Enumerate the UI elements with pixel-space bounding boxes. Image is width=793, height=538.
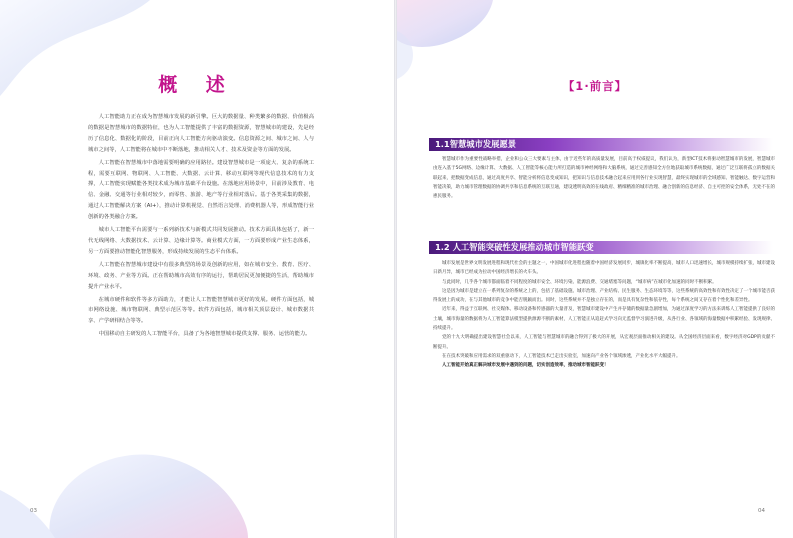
section-body-ai-breakthrough	[433, 259, 775, 371]
section-paragraph: 在在技术突破和应用需求的双重驱动下，人工智能技术已走出实验室，加速向产业各个领域渗透，产业化水平大幅提升。	[442, 353, 681, 359]
left-page	[0, 0, 394, 538]
section-paragraph: 这是因为城市是建立在一系列复杂的系统之上的，包括了基础设施、城市治理、产业结构、民生服务、生态环境等等，这些系统的高效性和有效性决定了一个城市能否获得发展上的成功，在与其他城市的竞争中能否脱颖而出。同时，这些系统并不是独立存在的，而是具有复杂性和依存性，每个系统之间又存在着个性化和差异性。	[433, 288, 775, 304]
section-paragraph: 城市发展是世界文明发展进程和现代社会的主题之一，中国城市化进程也随着中国经济发展同步，城镇化率不断提高，城市人口迅速增长，城市规模持续扩张，城市建设日新月异，城市已经成为拉动中国经济增长的火车头。	[433, 261, 775, 276]
overview-paragraph: 在城市硬件和软件等多方面助力，才能让人工智能智慧城市更好的发展。硬件方面包括，城市网络设施、城市物联网、典型示范区等等。软件方面包括，城市相关顶层设计、城市数据共享、产学研相结合等等。	[88, 296, 314, 325]
overview-paragraph: 人工智能在智慧城市建设中有很多典型的场景及创新的应用，如在城市安全、教育、医疗、环境、政务、产业等方面。正在帮助城市高效有序的运行，帮助居民更加便捷的生活，帮助城市提升产业水平。	[88, 261, 314, 290]
section-heading-ai-breakthrough	[429, 241, 773, 254]
section-heading-vision	[429, 138, 773, 151]
section-heading-text: 1.1智慧城市发展愿景	[435, 139, 517, 149]
overview-paragraph: 中国移动自主研发的人工智能平台，具备了为各地智慧城市提供支撑、服务、运营的能力。	[98, 331, 311, 338]
section-paragraph: 党的十九大明确提出建设智慧社会以来，人工智能与智慧城市的融合得到了极大的开展，从宏观层面推动相关的建设。从全国经济层面来看，数字经济对GDP的贡献不断提升。	[433, 335, 775, 350]
section-body-vision	[433, 155, 775, 201]
preface-title: 【1·前言】	[562, 79, 628, 93]
overview-paragraph: 人工智能助力正在成为智慧城市发展的新引擎。巨大的数据量、种类繁多的数据、价值极高的数据是智慧城市的数据特征，也为人工智能提供了丰富的数据资源，智慧城市的建设，先是经历了信息化、数据化的阶段，目前正向人工智能方向驱动演变。信息资源之间、城市之间、人与城市之间等，人工智能将在城市中不断落地，推动相关人才、技术及资金等方面的发展。	[88, 114, 314, 153]
right-page	[397, 0, 793, 538]
overview-body	[88, 112, 314, 342]
section-paragraph: 与此同时，几乎各个城市都面临着不同程度的城市安全、环境污染、能源浪费、交通堵塞等问题，“城市病”在城市化加速的同时不断积累。	[442, 279, 717, 285]
section-paragraph: 近年来，得益于互联网、社交媒体、移动设备和传感器的大量普及，智慧城市建设中产生并存储的数据量急剧增加，为通过深度学习的方法来训练人工智能提供了良好的土壤，城市海量的数据将为人工智能算法模型提供源源不断的素材，人工智能正从追赶式学习向无监督学习演进升级，从各行业、各领域的海量数据中积累经验、发现规律、持续提升。	[433, 307, 775, 332]
section-closing-line: 人工智能开始真正解决城市发展中遇到的问题，切实创造效率，推动城市智能跃变！	[442, 363, 609, 369]
overview-paragraph: 人工智能在智慧城市中落地需要明确的应用路径。建设智慧城市是一项庞大、复杂的系统工程，需要互联网、物联网、人工智能、大数据、云计算、移动互联网等现代信息技术的有力支撑，人工智能实现赋能各类技术成为城市基础平台设施。在落地应用场景中，目前涉及教育、电信、金融、交通等行业相对较少，而零售、旅游、地产等行业相对落后。基于各类采集的数据，通过人工智能解决方案（AI+），推动计算机视觉、自然语言处理、消费机器人等，形成智能行业创新的各类融合方案。	[88, 159, 314, 221]
overview-paragraph: 城市人工智能平台需要与一系列新技术与新模式共同发展推动。技术方面具体包括了，新一代无线网络、大数据技术、云计算、边缘计算等。商业模式方面，一方面要形成产业生态体系，另一方面要推动智能化智慧服务，形成持续发展的生态平台体系。	[88, 227, 314, 255]
section-paragraph: 智慧城市作为重要性战略举措，企业和公众三大要素与主体，由于近些年的高质量发展，目前高于权威提议，我们认为，新型ICT技术将驱动智慧城市的发展，智慧城市由连入基于5G网络、边缘计算、大数据、人工智能等核心能力所打造的城市神经网络和大脑系统，通过完善感知全方位地获取城市系统数据，通过广泛互联将孤立的数据关联起来，把数据变成信息，通过高度共享、智能分析将信息变成知识，把知识与信息技术融合起来应用到各行业实现智慧，最终实现城市的全域感知、智能触达、数字运营和智能决策，助力城市管理数据的协调共享和信息系统的互联互通，建设透明高效的在线政府、精细精准的城市治理、融合创新的信息经济、自主可控的安全体系，无处不在的惠民服务。	[433, 157, 775, 200]
page-number-right: 04	[758, 508, 765, 514]
overview-title: 概 述	[158, 74, 236, 96]
page-number-left: 03	[30, 508, 37, 514]
section-heading-text: 1.2 人工智能突破性发展推动城市智能跃变	[435, 242, 594, 252]
